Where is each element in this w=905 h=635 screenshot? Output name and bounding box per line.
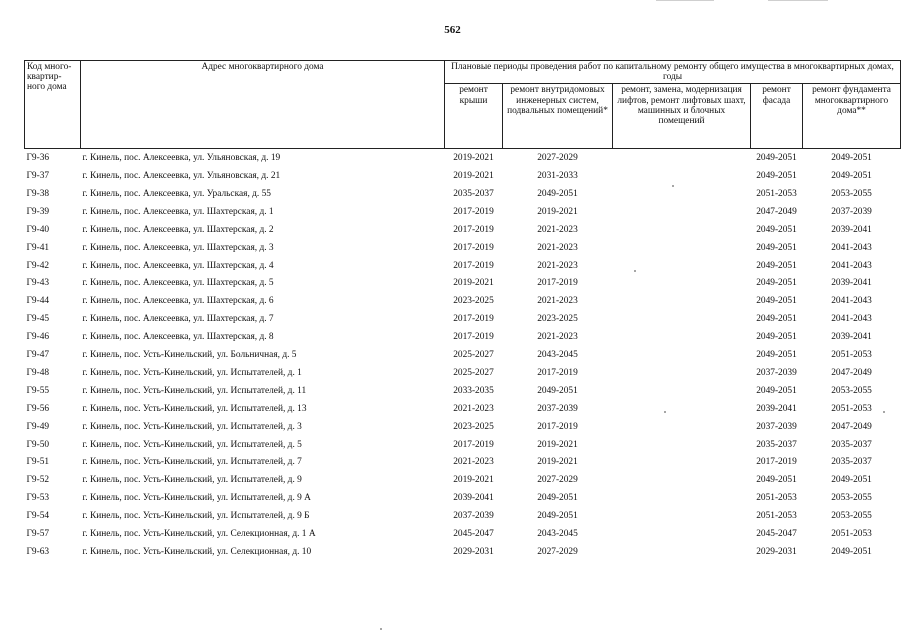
foundation-period-cell: 2041-2043 xyxy=(831,296,872,307)
systems-period-cell: 2027-2029 xyxy=(537,546,578,557)
house-code-cell: Г9-57 xyxy=(26,528,50,539)
header-systems: ремонт внутридомовых инженерных систем, подвальных помещений* xyxy=(503,84,613,149)
table-row xyxy=(25,310,901,328)
roof-period-cell: 2017-2019 xyxy=(453,224,494,235)
roof-period-cell: 2017-2019 xyxy=(453,242,494,253)
systems-period-cell: 2027-2029 xyxy=(537,475,578,486)
foundation-period-cell: 2035-2037 xyxy=(831,457,872,468)
lifts-period-cell xyxy=(613,471,751,489)
systems-period-cell: 2027-2029 xyxy=(537,153,578,164)
facade-period-cell: 2051-2053 xyxy=(756,511,797,522)
house-code-cell: Г9-50 xyxy=(26,439,50,450)
systems-period-cell: 2017-2019 xyxy=(537,278,578,289)
address-cell: г. Кинель, пос. Усть-Кинельский, ул. Испытателей, д. 13 xyxy=(82,403,307,414)
foundation-period-cell: 2053-2055 xyxy=(831,493,872,504)
house-code-cell: Г9-40 xyxy=(26,224,50,235)
facade-period-cell: 2049-2051 xyxy=(756,260,797,271)
address-cell: г. Кинель, пос. Усть-Кинельский, ул. Испытателей, д. 9 xyxy=(82,475,302,486)
house-code-cell: Г9-56 xyxy=(26,403,50,414)
table-row xyxy=(25,418,901,436)
house-code-cell: Г9-48 xyxy=(26,367,50,378)
foundation-period-cell: 2039-2041 xyxy=(831,224,872,235)
facade-period-cell: 2037-2039 xyxy=(756,367,797,378)
roof-period-cell: 2021-2023 xyxy=(453,457,494,468)
foundation-period-cell: 2047-2049 xyxy=(831,421,872,432)
lifts-period-cell xyxy=(613,149,751,167)
table-row xyxy=(25,454,901,472)
systems-period-cell: 2021-2023 xyxy=(537,260,578,271)
roof-period-cell: 2019-2021 xyxy=(453,475,494,486)
facade-period-cell: 2049-2051 xyxy=(756,242,797,253)
lifts-period-cell xyxy=(613,310,751,328)
foundation-period-cell: 2049-2051 xyxy=(831,153,872,164)
roof-period-cell: 2033-2035 xyxy=(453,385,494,396)
foundation-period-cell: 2035-2037 xyxy=(831,439,872,450)
lifts-period-cell xyxy=(613,185,751,203)
house-code-cell: Г9-44 xyxy=(26,296,50,307)
systems-period-cell: 2037-2039 xyxy=(537,403,578,414)
facade-period-cell: 2049-2051 xyxy=(756,296,797,307)
address-cell: г. Кинель, пос. Алексеевка, ул. Шахтерская, д. 8 xyxy=(82,332,274,343)
roof-period-cell: 2023-2025 xyxy=(453,296,494,307)
roof-period-cell: 2019-2021 xyxy=(453,171,494,182)
header-foundation: ремонт фундамента многоквартирного дома** xyxy=(803,84,901,149)
address-cell: г. Кинель, пос. Алексеевка, ул. Шахтерская, д. 7 xyxy=(82,314,274,325)
house-code-cell: Г9-42 xyxy=(26,260,50,271)
roof-period-cell: 2017-2019 xyxy=(453,260,494,271)
address-cell: г. Кинель, пос. Усть-Кинельский, ул. Селекционная, д. 1 А xyxy=(82,528,316,539)
lifts-period-cell xyxy=(613,239,751,257)
lifts-period-cell xyxy=(613,382,751,400)
lifts-period-cell xyxy=(613,221,751,239)
table-row xyxy=(25,489,901,507)
systems-period-cell: 2023-2025 xyxy=(537,314,578,325)
table-row xyxy=(25,400,901,418)
roof-period-cell: 2023-2025 xyxy=(453,421,494,432)
facade-period-cell: 2047-2049 xyxy=(756,206,797,217)
header-periods-group: Плановые периоды проведения работ по капитальному ремонту общего имущества в многоквартирных домах, годы xyxy=(445,61,901,84)
scan-artifact-top-left xyxy=(656,0,714,1)
foundation-period-cell: 2053-2055 xyxy=(831,511,872,522)
scan-artifact-top-right xyxy=(768,0,828,1)
lifts-period-cell xyxy=(613,167,751,185)
facade-period-cell: 2049-2051 xyxy=(756,314,797,325)
address-cell: г. Кинель, пос. Алексеевка, ул. Ульяновская, д. 21 xyxy=(82,171,281,182)
table-row xyxy=(25,257,901,275)
systems-period-cell: 2049-2051 xyxy=(537,493,578,504)
table-row xyxy=(25,221,901,239)
foundation-period-cell: 2041-2043 xyxy=(831,314,872,325)
address-cell: г. Кинель, пос. Усть-Кинельский, ул. Испытателей, д. 9 А xyxy=(82,493,311,504)
address-cell: г. Кинель, пос. Алексеевка, ул. Шахтерская, д. 2 xyxy=(82,224,274,235)
table-row xyxy=(25,436,901,454)
roof-period-cell: 2025-2027 xyxy=(453,350,494,361)
lifts-period-cell xyxy=(613,454,751,472)
facade-period-cell: 2049-2051 xyxy=(756,475,797,486)
facade-period-cell: 2051-2053 xyxy=(756,493,797,504)
facade-period-cell: 2049-2051 xyxy=(756,350,797,361)
address-cell: г. Кинель, пос. Алексеевка, ул. Ульяновская, д. 19 xyxy=(82,153,281,164)
systems-period-cell: 2049-2051 xyxy=(537,385,578,396)
lifts-period-cell xyxy=(613,543,751,561)
table-row xyxy=(25,185,901,203)
scan-speck xyxy=(380,628,382,630)
foundation-period-cell: 2053-2055 xyxy=(831,189,872,200)
facade-period-cell: 2049-2051 xyxy=(756,153,797,164)
house-code-cell: Г9-38 xyxy=(26,189,50,200)
lifts-period-cell xyxy=(613,328,751,346)
table-body xyxy=(25,149,901,561)
systems-period-cell: 2043-2045 xyxy=(537,528,578,539)
house-code-cell: Г9-46 xyxy=(26,332,50,343)
address-cell: г. Кинель, пос. Усть-Кинельский, ул. Испытателей, д. 3 xyxy=(82,421,302,432)
house-code-cell: Г9-49 xyxy=(26,421,50,432)
lifts-period-cell xyxy=(613,364,751,382)
lifts-period-cell xyxy=(613,257,751,275)
facade-period-cell: 2035-2037 xyxy=(756,439,797,450)
roof-period-cell: 2017-2019 xyxy=(453,314,494,325)
foundation-period-cell: 2047-2049 xyxy=(831,367,872,378)
house-code-cell: Г9-55 xyxy=(26,385,50,396)
address-cell: г. Кинель, пос. Усть-Кинельский, ул. Испытателей, д. 5 xyxy=(82,439,302,450)
roof-period-cell: 2025-2027 xyxy=(453,367,494,378)
roof-period-cell: 2039-2041 xyxy=(453,493,494,504)
systems-period-cell: 2043-2045 xyxy=(537,350,578,361)
lifts-period-cell xyxy=(613,418,751,436)
foundation-period-cell: 2051-2053 xyxy=(831,528,872,539)
foundation-period-cell: 2037-2039 xyxy=(831,206,872,217)
facade-period-cell: 2039-2041 xyxy=(756,403,797,414)
roof-period-cell: 2035-2037 xyxy=(453,189,494,200)
address-cell: г. Кинель, пос. Алексеевка, ул. Шахтерская, д. 6 xyxy=(82,296,274,307)
house-code-cell: Г9-52 xyxy=(26,475,50,486)
systems-period-cell: 2021-2023 xyxy=(537,332,578,343)
header-lifts: ремонт, замена, модернизация лифтов, ремонт лифтовых шахт, машинных и блочных помещений xyxy=(613,84,751,149)
roof-period-cell: 2045-2047 xyxy=(453,528,494,539)
foundation-period-cell: 2053-2055 xyxy=(831,385,872,396)
roof-period-cell: 2019-2021 xyxy=(453,153,494,164)
address-cell: г. Кинель, пос. Усть-Кинельский, ул. Испытателей, д. 7 xyxy=(82,457,302,468)
table-row xyxy=(25,346,901,364)
systems-period-cell: 2021-2023 xyxy=(537,224,578,235)
house-code-cell: Г9-53 xyxy=(26,493,50,504)
foundation-period-cell: 2051-2053 xyxy=(831,403,872,414)
table-row xyxy=(25,364,901,382)
house-code-cell: Г9-47 xyxy=(26,350,50,361)
lifts-period-cell xyxy=(613,507,751,525)
systems-period-cell: 2017-2019 xyxy=(537,421,578,432)
address-cell: г. Кинель, пос. Усть-Кинельский, ул. Селекционная, д. 10 xyxy=(82,546,312,557)
systems-period-cell: 2021-2023 xyxy=(537,296,578,307)
table-row xyxy=(25,328,901,346)
roof-period-cell: 2037-2039 xyxy=(453,511,494,522)
page-number: 562 xyxy=(444,24,461,36)
table-row xyxy=(25,293,901,311)
foundation-period-cell: 2051-2053 xyxy=(831,350,872,361)
roof-period-cell: 2017-2019 xyxy=(453,332,494,343)
systems-period-cell: 2017-2019 xyxy=(537,367,578,378)
roof-period-cell: 2029-2031 xyxy=(453,546,494,557)
table-header-row xyxy=(25,61,901,84)
facade-period-cell: 2049-2051 xyxy=(756,278,797,289)
address-cell: г. Кинель, пос. Усть-Кинельский, ул. Испытателей, д. 11 xyxy=(82,385,307,396)
table-row xyxy=(25,275,901,293)
table-row xyxy=(25,507,901,525)
facade-period-cell: 2017-2019 xyxy=(756,457,797,468)
address-cell: г. Кинель, пос. Алексеевка, ул. Шахтерская, д. 3 xyxy=(82,242,274,253)
roof-period-cell: 2021-2023 xyxy=(453,403,494,414)
table-row xyxy=(25,543,901,561)
house-code-cell: Г9-37 xyxy=(26,171,50,182)
systems-period-cell: 2049-2051 xyxy=(537,511,578,522)
lifts-period-cell xyxy=(613,400,751,418)
systems-period-cell: 2019-2021 xyxy=(537,206,578,217)
lifts-period-cell xyxy=(613,346,751,364)
header-address: Адрес многоквартирного дома xyxy=(81,61,445,149)
facade-period-cell: 2051-2053 xyxy=(756,189,797,200)
facade-period-cell: 2029-2031 xyxy=(756,546,797,557)
address-cell: г. Кинель, пос. Алексеевка, ул. Шахтерская, д. 5 xyxy=(82,278,274,289)
lifts-period-cell xyxy=(613,275,751,293)
foundation-period-cell: 2041-2043 xyxy=(831,242,872,253)
header-roof: ремонт крыши xyxy=(445,84,503,149)
systems-period-cell: 2019-2021 xyxy=(537,457,578,468)
facade-period-cell: 2049-2051 xyxy=(756,171,797,182)
foundation-period-cell: 2039-2041 xyxy=(831,332,872,343)
roof-period-cell: 2017-2019 xyxy=(453,439,494,450)
facade-period-cell: 2049-2051 xyxy=(756,332,797,343)
header-code: Код много-квартир-ного дома xyxy=(25,61,81,149)
foundation-period-cell: 2041-2043 xyxy=(831,260,872,271)
house-code-cell: Г9-45 xyxy=(26,314,50,325)
systems-period-cell: 2021-2023 xyxy=(537,242,578,253)
table-row xyxy=(25,525,901,543)
address-cell: г. Кинель, пос. Алексеевка, ул. Уральская, д. 55 xyxy=(82,189,271,200)
foundation-period-cell: 2049-2051 xyxy=(831,475,872,486)
header-facade: ремонт фасада xyxy=(751,84,803,149)
house-code-cell: Г9-63 xyxy=(26,546,50,557)
repair-schedule-table xyxy=(24,60,901,561)
lifts-period-cell xyxy=(613,203,751,221)
house-code-cell: Г9-54 xyxy=(26,511,50,522)
lifts-period-cell xyxy=(613,293,751,311)
address-cell: г. Кинель, пос. Алексеевка, ул. Шахтерская, д. 1 xyxy=(82,206,274,217)
roof-period-cell: 2017-2019 xyxy=(453,206,494,217)
table-row xyxy=(25,239,901,257)
facade-period-cell: 2049-2051 xyxy=(756,385,797,396)
foundation-period-cell: 2049-2051 xyxy=(831,171,872,182)
roof-period-cell: 2019-2021 xyxy=(453,278,494,289)
foundation-period-cell: 2039-2041 xyxy=(831,278,872,289)
table-row xyxy=(25,382,901,400)
lifts-period-cell xyxy=(613,436,751,454)
house-code-cell: Г9-51 xyxy=(26,457,50,468)
address-cell: г. Кинель, пос. Усть-Кинельский, ул. Больничная, д. 5 xyxy=(82,350,297,361)
lifts-period-cell xyxy=(613,525,751,543)
house-code-cell: Г9-41 xyxy=(26,242,50,253)
address-cell: г. Кинель, пос. Алексеевка, ул. Шахтерская, д. 4 xyxy=(82,260,274,271)
address-cell: г. Кинель, пос. Усть-Кинельский, ул. Испытателей, д. 1 xyxy=(82,367,302,378)
systems-period-cell: 2019-2021 xyxy=(537,439,578,450)
table-row xyxy=(25,167,901,185)
house-code-cell: Г9-36 xyxy=(26,153,50,164)
house-code-cell: Г9-43 xyxy=(26,278,50,289)
facade-period-cell: 2045-2047 xyxy=(756,528,797,539)
lifts-period-cell xyxy=(613,489,751,507)
facade-period-cell: 2037-2039 xyxy=(756,421,797,432)
table-row xyxy=(25,203,901,221)
facade-period-cell: 2049-2051 xyxy=(756,224,797,235)
table-row xyxy=(25,471,901,489)
table-row xyxy=(25,149,901,167)
systems-period-cell: 2049-2051 xyxy=(537,189,578,200)
systems-period-cell: 2031-2033 xyxy=(537,171,578,182)
foundation-period-cell: 2049-2051 xyxy=(831,546,872,557)
house-code-cell: Г9-39 xyxy=(26,206,50,217)
address-cell: г. Кинель, пос. Усть-Кинельский, ул. Испытателей, д. 9 Б xyxy=(82,511,310,522)
